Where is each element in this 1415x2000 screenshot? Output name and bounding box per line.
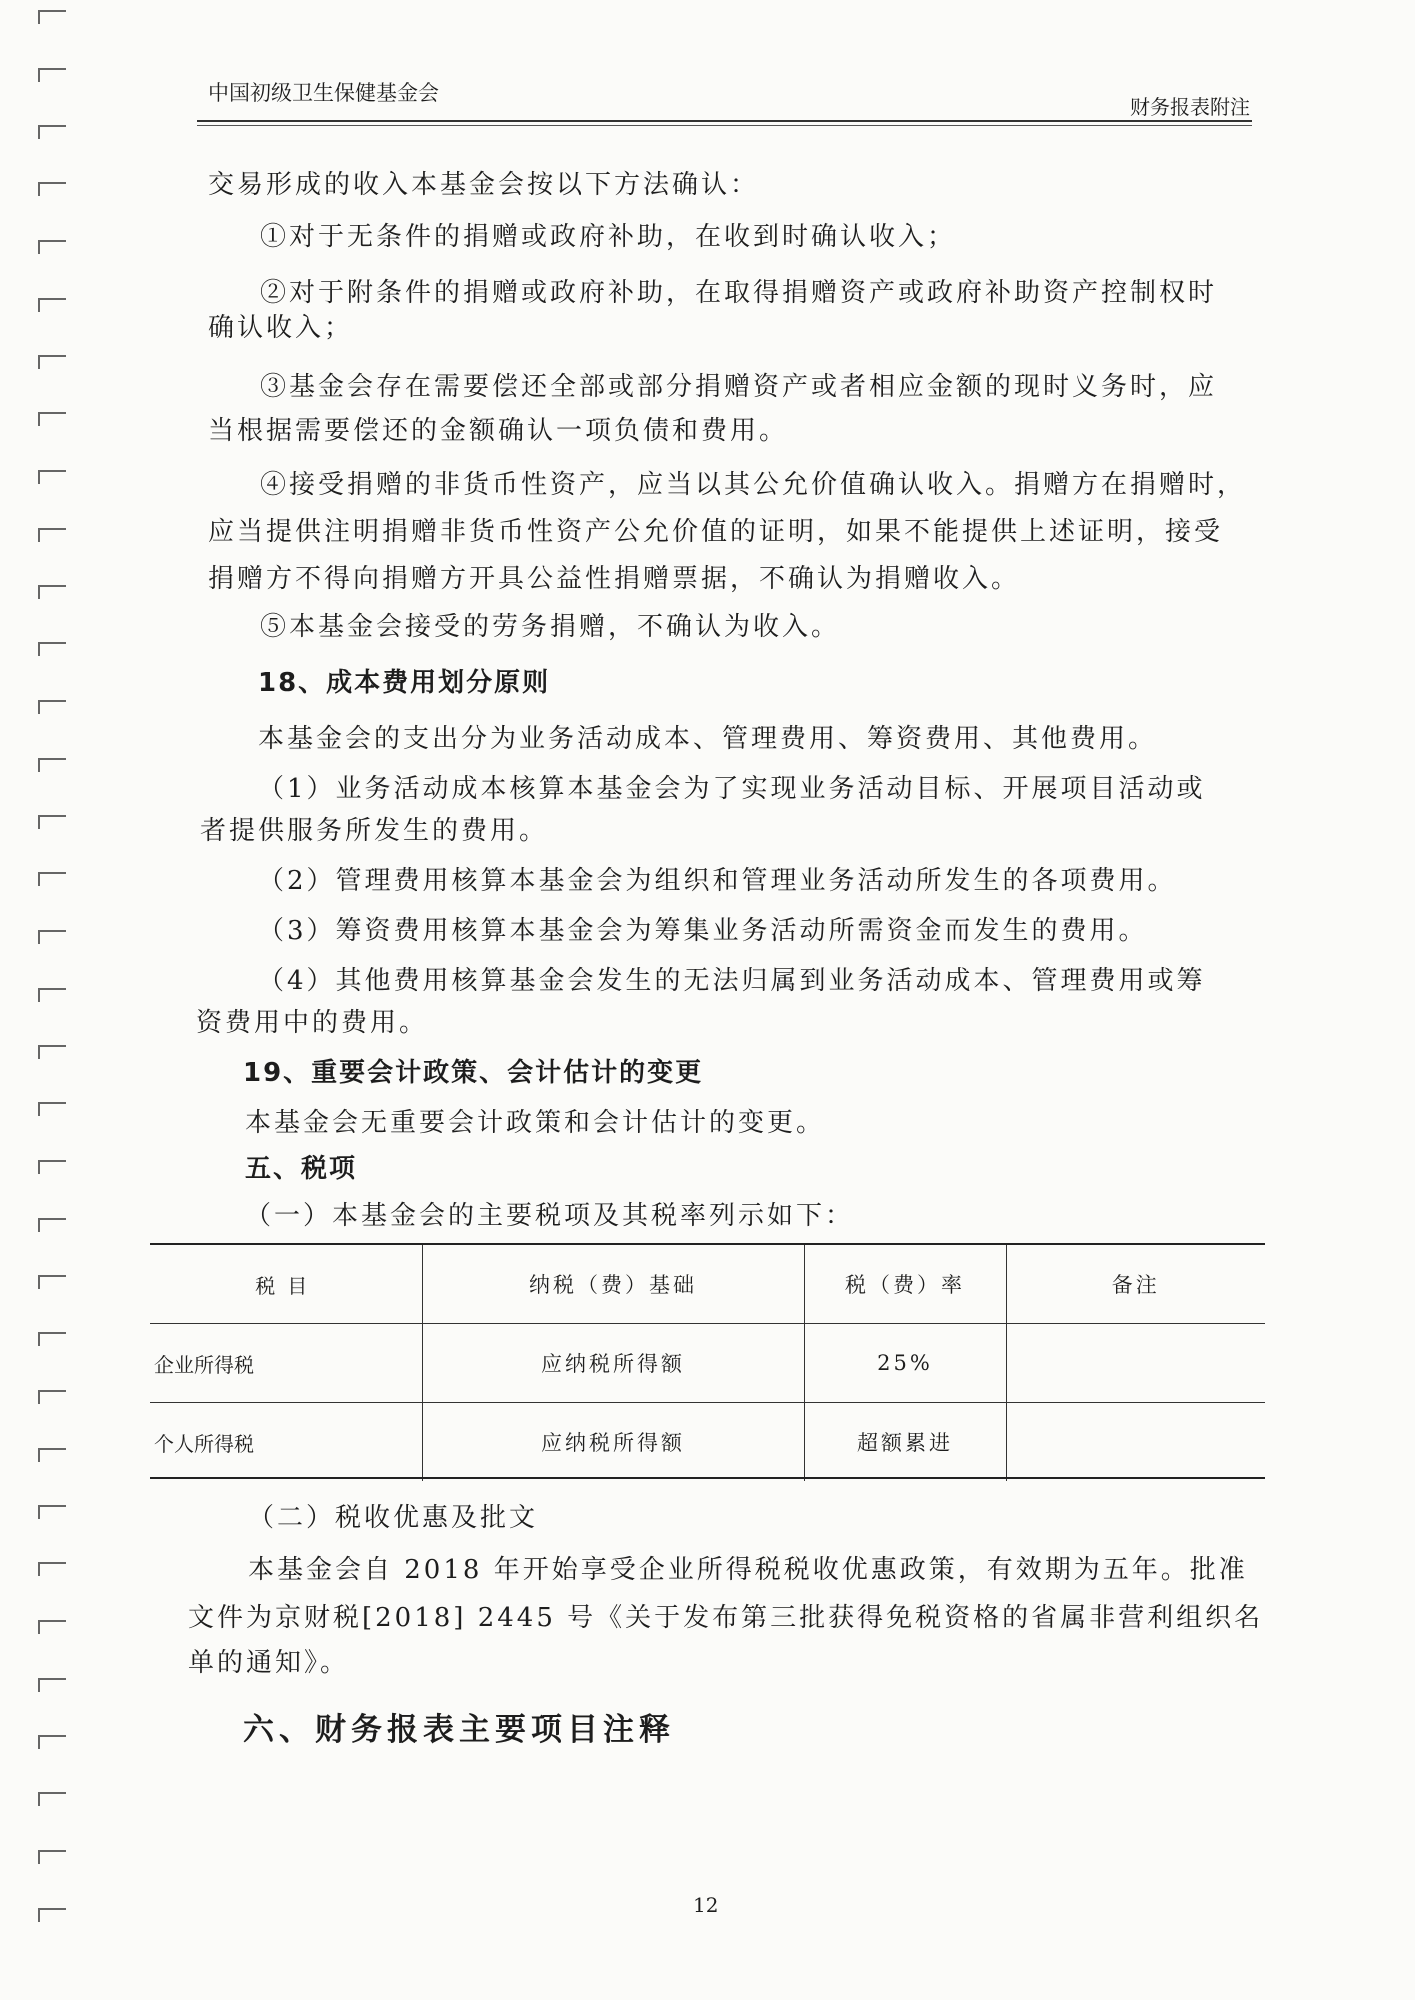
- cost-item-1-line1: （1）业务活动成本核算本基金会为了实现业务活动目标、开展项目活动或: [258, 774, 1206, 804]
- table-cell: 25%: [804, 1324, 1006, 1403]
- binding-marks: [38, 0, 78, 2000]
- list-item-2-line1: ②对于附条件的捐赠或政府补助，在取得捐赠资产或政府补助资产控制权时: [260, 278, 1218, 308]
- cost-item-3: （3）筹资费用核算本基金会为筹集业务活动所需资金而发生的费用。: [258, 916, 1148, 946]
- cost-item-4-line2: 资费用中的费用。: [196, 1008, 429, 1038]
- list-item-2-line2: 确认收入；: [208, 313, 354, 343]
- paragraph-18: 本基金会的支出分为业务活动成本、管理费用、筹资费用、其他费用。: [258, 724, 1158, 754]
- list-item-1: ①对于无条件的捐赠或政府补助，在收到时确认收入；: [260, 222, 957, 252]
- tax-benefit-heading: （二）税收优惠及批文: [248, 1503, 539, 1533]
- list-item-3-line2: 当根据需要偿还的金额确认一项负债和费用。: [208, 416, 789, 446]
- table-bottom-rule: [150, 1477, 1265, 1479]
- table-header-cell: 备注: [1006, 1245, 1265, 1324]
- header-rule: [197, 120, 1252, 122]
- table-cell: 个人所得税: [154, 1431, 254, 1456]
- list-item-4-line2: 应当提供注明捐赠非货币性资产公允价值的证明，如果不能提供上述证明，接受: [208, 517, 1224, 547]
- page-number: 12: [693, 1893, 719, 1917]
- tax-benefit-line1: 本基金会自 2018 年开始享受企业所得税税收优惠政策，有效期为五年。批准: [248, 1555, 1248, 1585]
- table-row: [150, 1324, 1265, 1403]
- table-cell: 应纳税所得额: [422, 1403, 804, 1482]
- section-heading-tax: 五、税项: [245, 1154, 358, 1184]
- table-cell: 企业所得税: [150, 1324, 422, 1403]
- table-header-cell: 税（费）率: [804, 1245, 1006, 1324]
- tax-benefit-line3: 单的通知》。: [188, 1648, 350, 1678]
- paragraph-19: 本基金会无重要会计政策和会计估计的变更。: [245, 1108, 826, 1138]
- section-heading-19: 19、重要会计政策、会计估计的变更: [243, 1058, 704, 1088]
- table-header-cell: 纳税（费）基础: [422, 1245, 804, 1324]
- tax-benefit-line2: 文件为京财税[2018] 2445 号《关于发布第三批获得免税资格的省属非营利组织名: [188, 1603, 1264, 1633]
- table-cell: [1006, 1403, 1265, 1482]
- table-cell: [1006, 1324, 1265, 1403]
- header-rule-thin: [197, 125, 1252, 126]
- tax-rate-table: [150, 1245, 1265, 1481]
- table-header-cell: 税目: [150, 1245, 422, 1324]
- tax-table-caption: （一）本基金会的主要税项及其税率列示如下：: [245, 1201, 855, 1231]
- table-cell: 应纳税所得额: [422, 1324, 804, 1403]
- cost-item-4-line1: （4）其他费用核算基金会发生的无法归属到业务活动成本、管理费用或筹: [258, 966, 1206, 996]
- list-item-5: ⑤本基金会接受的劳务捐赠，不确认为收入。: [260, 612, 841, 642]
- list-item-4-line3: 捐赠方不得向捐赠方开具公益性捐赠票据，不确认为捐赠收入。: [208, 564, 1021, 594]
- table-row: [150, 1403, 1265, 1482]
- list-item-3-line1: ③基金会存在需要偿还全部或部分捐赠资产或者相应金额的现时义务时，应: [260, 372, 1218, 402]
- section-heading-18: 18、成本费用划分原则: [258, 668, 551, 698]
- cost-item-1-line2: 者提供服务所发生的费用。: [200, 816, 549, 846]
- header-org-name: 中国初级卫生保健基金会: [208, 81, 439, 105]
- list-item-4-line1: ④接受捐赠的非货币性资产，应当以其公允价值确认收入。捐赠方在捐赠时，: [260, 470, 1247, 500]
- table-cell: 超额累进: [804, 1403, 1006, 1482]
- paragraph-intro: 交易形成的收入本基金会按以下方法确认：: [208, 170, 760, 200]
- section-heading-notes: 六、财务报表主要项目注释: [243, 1712, 675, 1748]
- cost-item-2: （2）管理费用核算本基金会为组织和管理业务活动所发生的各项费用。: [258, 866, 1177, 896]
- header-doc-title: 财务报表附注: [1130, 95, 1250, 119]
